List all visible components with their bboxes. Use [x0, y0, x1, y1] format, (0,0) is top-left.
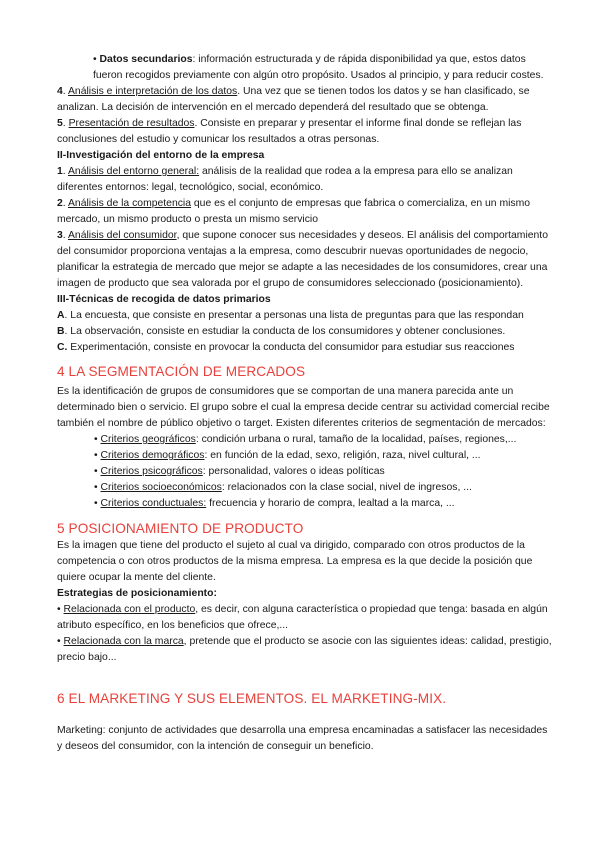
criterion-term: Criterios socioeconómicos: [100, 482, 222, 493]
paragraph-text: que es el conjunto de empresas que fabrica o comercializa, en un mismo mercado, un mismo producto o presta un mismo servicio: [57, 198, 531, 225]
bullet: •: [94, 482, 101, 493]
step-number: 5: [57, 118, 63, 129]
strategy-text: , es decir, con alguna característica o propiedad que tenga: basada en algún atributo específico, en los beneficios que ofrece,...: [57, 604, 548, 631]
criterion-term: Criterios conductuales:: [100, 498, 207, 509]
technique-b: [57, 324, 553, 340]
strategies-heading: Estrategias de posicionamiento:: [57, 588, 217, 599]
strategy-text: , pretende que el producto se asocie con las siguientes ideas: calidad, prestigio, precio bajo...: [57, 636, 552, 663]
criterion-term: Criterios geográficos: [100, 434, 196, 445]
bullet: •: [94, 466, 101, 477]
criteria-list: [57, 432, 553, 512]
technique-c: [57, 340, 553, 356]
paragraph-text: Experimentación, consiste en provocar la conducta del consumidor para estudiar sus reacciones: [67, 342, 515, 353]
item-number: 3: [57, 230, 63, 241]
bullet: •: [57, 636, 64, 647]
item-letter: A: [57, 310, 65, 321]
bullet: •: [94, 450, 101, 461]
positioning-intro: Es la imagen que tiene del producto el sujeto al cual va dirigido, comparado con otros productos de la competencia o con otros productos de la misma empresa. La empresa es la que decide la posición que quiere ocupar la mente del cliente.: [57, 540, 533, 583]
paragraph-text: . Consiste en preparar y presentar el informe final donde se reflejan las conclusiones del estudio y comunicar los resultados a otras personas.: [57, 118, 522, 145]
paragraph-text: : información estructurada y de rápida disponibilidad ya que, estos datos fueron recogidos previamente con algún otro propósito. Usados al principio, y para reducir costes.: [93, 54, 544, 81]
term-competition: Análisis de la competencia: [67, 198, 192, 209]
strategy-item: [57, 602, 553, 634]
step-4-paragraph: [57, 84, 553, 116]
paragraph-text: . La observación, consiste en estudiar la conducta de los consumidores y obtener conclusiones.: [64, 326, 506, 337]
criterion-text: : condición urbana o rural, tamaño de la localidad, países, regiones,...: [195, 434, 517, 445]
paragraph-text: . La encuesta, que consiste en presentar a personas una lista de preguntas para que las respondan: [64, 310, 524, 321]
strategy-term: Relacionada con la marca: [63, 636, 184, 647]
strategy-term: Relacionada con el producto: [63, 604, 196, 615]
separator: .: [62, 166, 68, 177]
list-item: [94, 464, 553, 480]
section-heading-segmentation: 4 LA SEGMENTACIÓN DE MERCADOS: [57, 364, 306, 379]
subheading-environment: II-Investigación del entorno de la empresa: [57, 150, 265, 161]
item-letter: B: [57, 326, 65, 337]
list-item: [94, 432, 553, 448]
bullet: •: [57, 604, 64, 615]
separator: .: [62, 198, 68, 209]
item-number: 2: [57, 198, 63, 209]
criterion-text: frecuencia y horario de compra, lealtad a la marca, ...: [206, 498, 455, 509]
term-general-environment: Análisis del entorno general:: [67, 166, 200, 177]
separator: .: [62, 230, 68, 241]
environment-item-2: [57, 196, 553, 228]
term-consumer: Análisis del consumidor: [67, 230, 177, 241]
criterion-term: Criterios psicográficos: [100, 466, 203, 477]
step-number: 4: [57, 86, 63, 97]
criterion-text: : personalidad, valores o ideas políticas: [202, 466, 385, 477]
list-item: [94, 496, 553, 512]
criterion-term: Criterios demográficos: [100, 450, 205, 461]
list-item: [94, 480, 553, 496]
separator: .: [62, 86, 68, 97]
paragraph-text: análisis de la realidad que rodea a la empresa para ello se analizan diferentes entornos: legal, tecnológico, social, económico.: [57, 166, 513, 193]
technique-a: [57, 308, 553, 324]
term-presentation: Presentación de resultados: [68, 118, 195, 129]
term-secondary-data: Datos secundarios: [99, 54, 193, 65]
environment-item-3: [57, 228, 553, 292]
item-letter: C.: [57, 342, 68, 353]
strategy-item: [57, 634, 553, 666]
list-item: [94, 448, 553, 464]
section-heading-positioning: 5 POSICIONAMIENTO DE PRODUCTO: [57, 521, 304, 536]
step-5-paragraph: [57, 116, 553, 148]
paragraph-text: . Una vez que se tienen todos los datos y se han clasificado, se analizan. La decisión de intervención en el mercado dependerá del resultado que se obtenga.: [57, 86, 530, 113]
page-content: [57, 52, 553, 755]
environment-item-1: [57, 164, 553, 196]
bullet: •: [94, 434, 101, 445]
marketing-definition: Marketing: conjunto de actividades que desarrolla una empresa encaminadas a satisfacer las necesidades y deseos del consumidor, con la intención de conseguir un beneficio.: [57, 725, 548, 752]
separator: .: [62, 118, 69, 129]
subheading-techniques: III-Técnicas de recogida de datos primarios: [57, 294, 271, 305]
term-analysis: Análisis e interpretación de los datos: [67, 86, 238, 97]
paragraph-text: , que supone conocer sus necesidades y deseos. El análisis del comportamiento del consumidor proporciona ventajas a la empresa, como descubrir nuevas oportunidades de negocio, planificar la estrategia de mercado que mejor se adapte a las necesidades de los consumidores, crear una imagen de producto que sea valorada por el grupo de consumidores seleccionado (posicionamiento).: [57, 230, 548, 289]
criterion-text: : en función de la edad, sexo, religión, raza, nivel cultural, ...: [204, 450, 481, 461]
criterion-text: : relacionados con la clase social, nivel de ingresos, ...: [221, 482, 472, 493]
item-number: 1: [57, 166, 63, 177]
bullet: •: [93, 54, 97, 65]
section-heading-marketing: 6 EL MARKETING Y SUS ELEMENTOS. EL MARKETING-MIX.: [57, 691, 447, 706]
bullet: •: [94, 498, 101, 509]
secondary-data-paragraph: [57, 52, 553, 84]
segmentation-intro: Es la identificación de grupos de consumidores que se comportan de una manera parecida ante un determinado bien o servicio. El grupo sobre el cual la empresa decide centrar su actividad comercial recibe también el nombre de público objetivo o target. Existen diferentes criterios de segmentación de mercados:: [57, 386, 550, 429]
